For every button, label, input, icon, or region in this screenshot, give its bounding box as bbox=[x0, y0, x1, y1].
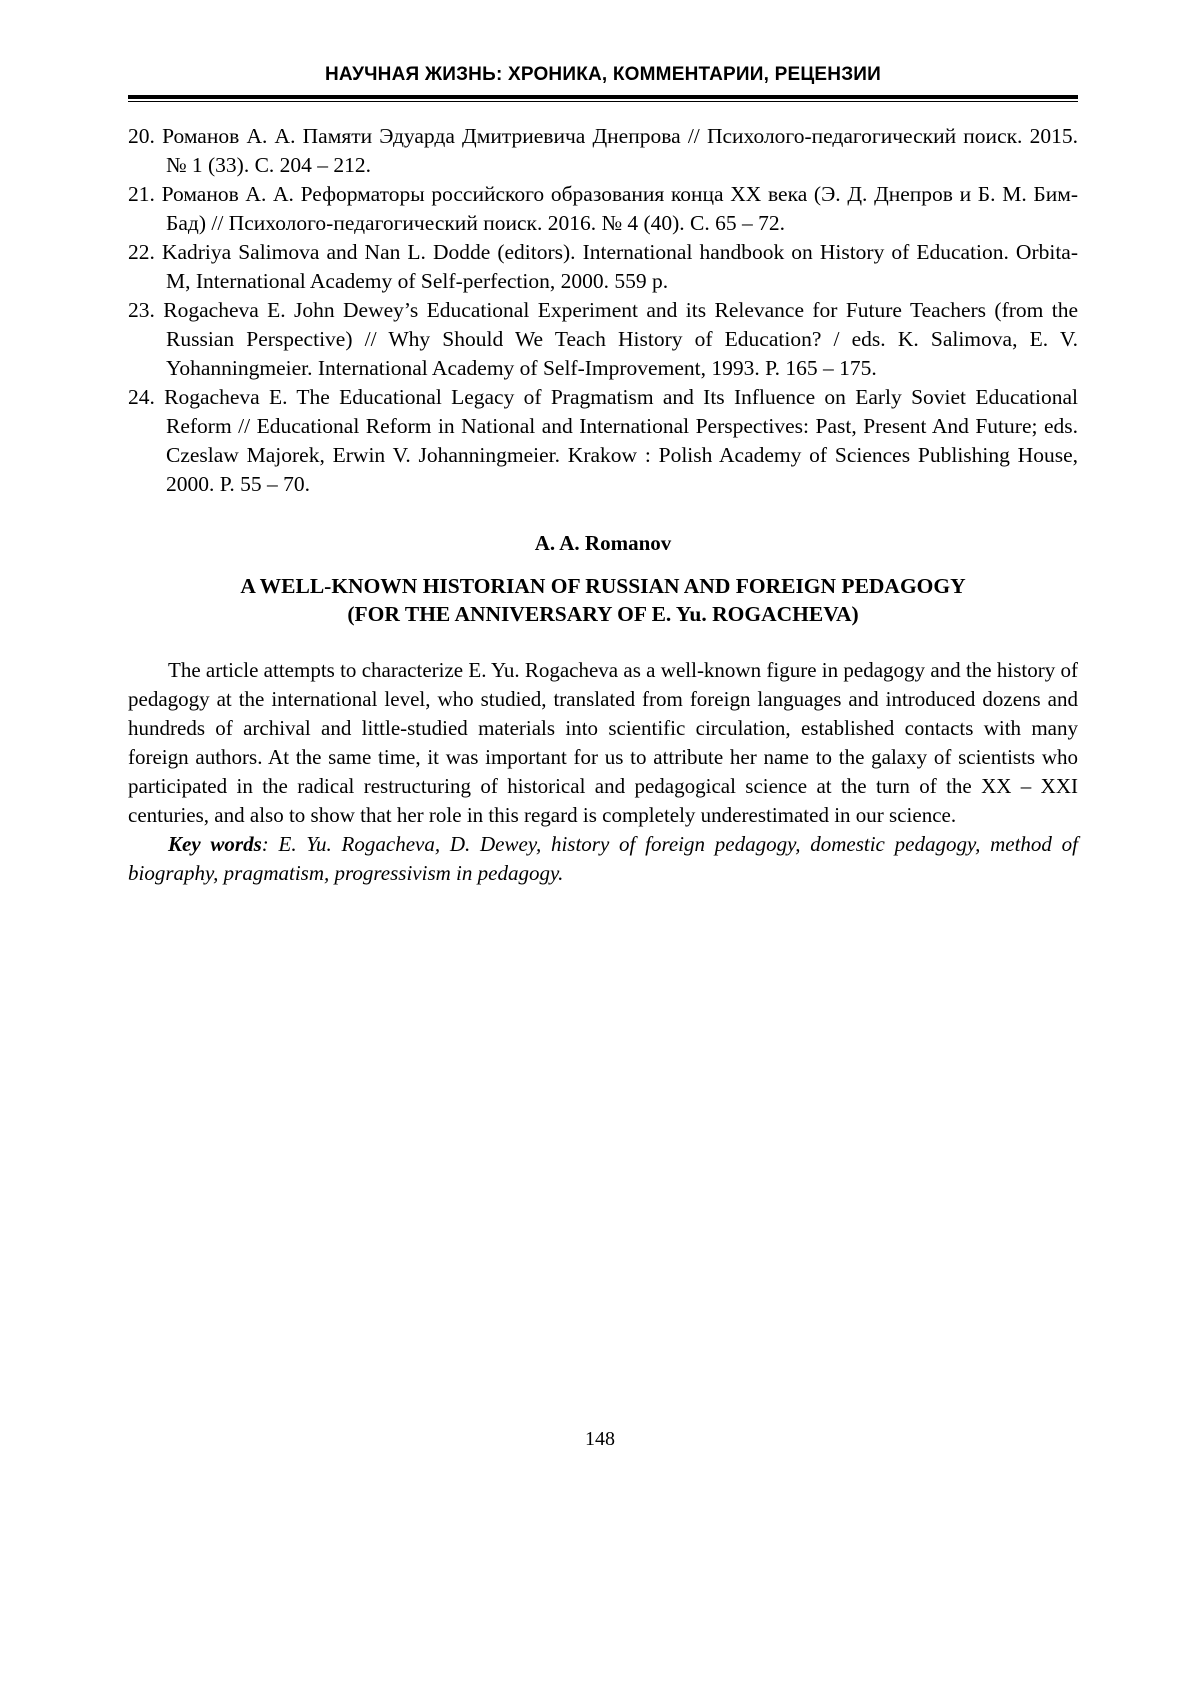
reference-item bbox=[128, 383, 1078, 499]
reference-text: Kadriya Salimova and Nan L. Dodde (editors). International handbook on History of Education. Orbita-M, International Academy of Self-perfection, 2000. 559 p. bbox=[161, 240, 1079, 293]
journal-header: НАУЧНАЯ ЖИЗНЬ: ХРОНИКА, КОММЕНТАРИИ, РЕЦЕНЗИИ bbox=[324, 64, 882, 85]
article-title-line2: (FOR THE ANNIVERSARY OF E. Yu. ROGACHEVA) bbox=[347, 602, 859, 626]
article-author: A. A. Romanov bbox=[534, 531, 672, 555]
reference-text: Rogacheva E. The Educational Legacy of Pragmatism and Its Influence on Early Soviet Educational Reform // Educational Reform in National and International Perspectives: Past, Present And Future; eds. Czeslaw Majorek, Erwin V. Johanningmeier. Krakow : Polish Academy of Sciences Publishing House, 2000. P. 55 – 70. bbox=[164, 385, 1078, 496]
page-number: 148 bbox=[585, 1428, 615, 1450]
abstract-paragraph: The article attempts to characterize E. Yu. Rogacheva as a well-known figure in pedagogy and the history of pedagogy at the international level, who studied, translated from foreign languages and introduced dozens and hundreds of archival and little-studied materials into scientific circulation, established contacts with many foreign authors. At the same time, it was important for us to attribute her name to the galaxy of scientists who participated in the radical restructuring of historical and pedagogical science at the turn of the XX – XXI centuries, and also to show that her role in this regard is completely underestimated in our science. bbox=[128, 658, 1078, 827]
reference-text: Rogacheva E. John Dewey’s Educational Experiment and its Relevance for Future Teachers (from the Russian Perspective) // Why Should We Teach History of Education? / eds. K. Salimova, E. V. Yohanningmeier. International Academy of Self-Improvement, 1993. P. 165 – 175. bbox=[163, 298, 1079, 380]
reference-number: 21. bbox=[128, 182, 155, 206]
references-list bbox=[128, 122, 1078, 499]
reference-number: 20. bbox=[128, 124, 155, 148]
reference-text: Романов А. А. Памяти Эдуарда Дмитриевича Днепрова // Психолого-педагогический поиск. 2015. № 1 (33). С. 204 – 212. bbox=[162, 124, 1078, 177]
keywords-text: : E. Yu. Rogacheva, D. Dewey, history of foreign pedagogy, domestic pedagogy, method of biography, pragmatism, progressivism in pedagogy. bbox=[128, 832, 1079, 885]
reference-number: 23. bbox=[128, 298, 155, 322]
reference-item bbox=[128, 238, 1078, 296]
reference-text: Романов А. А. Реформаторы российского образования конца XX века (Э. Д. Днепров и Б. М. Бим-Бад) // Психолого-педагогический поиск. 2016. № 4 (40). С. 65 – 72. bbox=[161, 182, 1079, 235]
reference-number: 22. bbox=[128, 240, 155, 264]
header-rule bbox=[128, 95, 1078, 102]
keywords-paragraph bbox=[128, 830, 1078, 888]
reference-item bbox=[128, 180, 1078, 238]
article-title-line1: A WELL-KNOWN HISTORIAN OF RUSSIAN AND FOREIGN PEDAGOGY bbox=[240, 574, 966, 598]
keywords-label: Key words bbox=[168, 832, 262, 856]
reference-number: 24. bbox=[128, 385, 155, 409]
reference-item bbox=[128, 296, 1078, 383]
article-title bbox=[128, 572, 1078, 628]
reference-item bbox=[128, 122, 1078, 180]
